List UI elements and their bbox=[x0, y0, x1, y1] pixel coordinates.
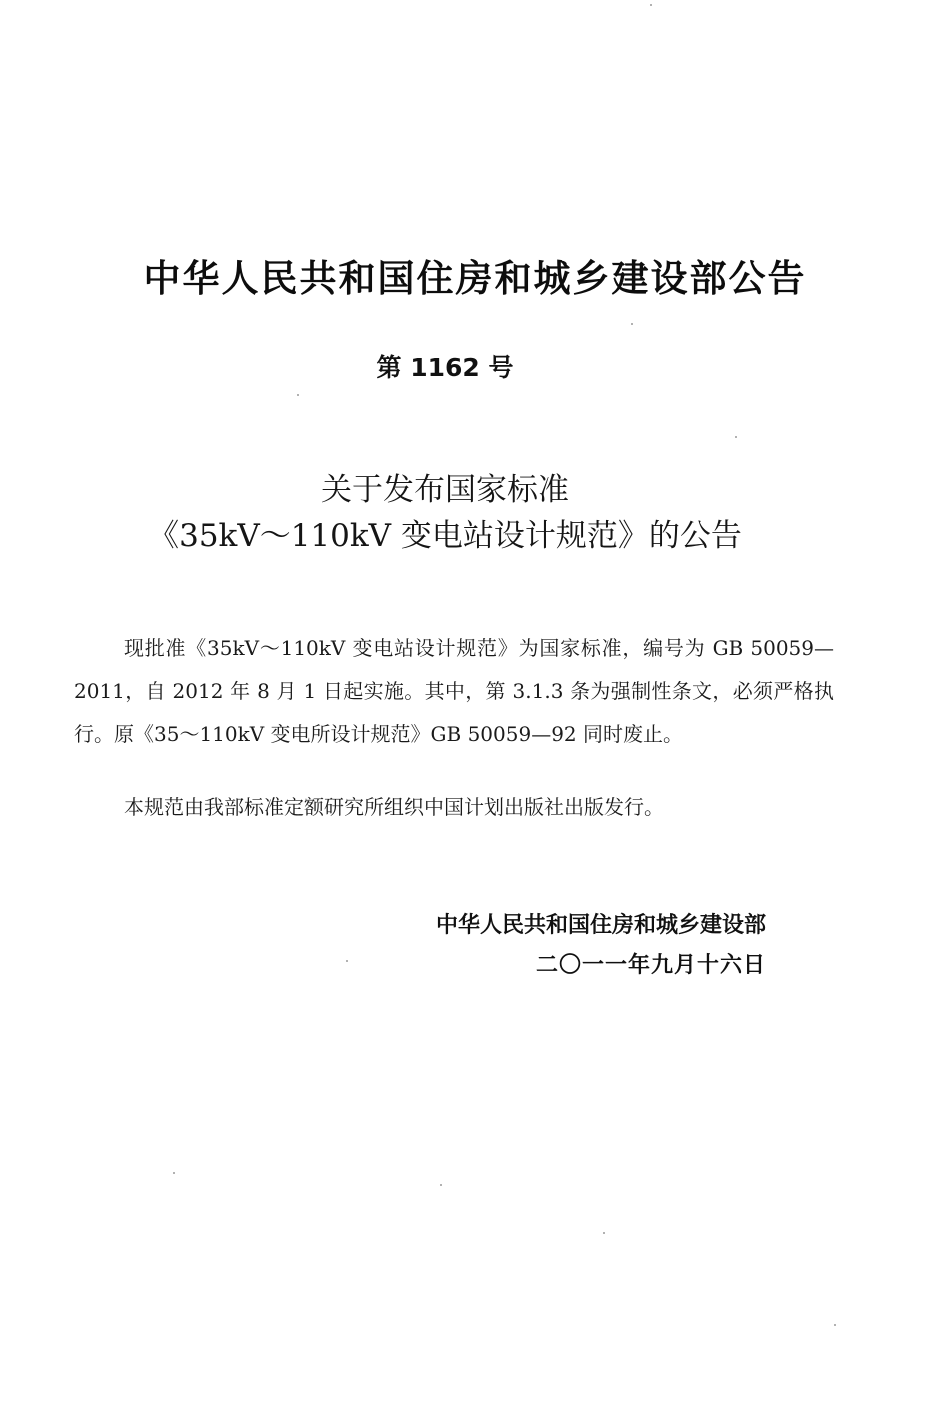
announcement-subtitle-line2: 《35kV～110kV 变电站设计规范》的公告 bbox=[148, 518, 742, 554]
scan-speck bbox=[834, 1324, 836, 1326]
scan-speck bbox=[297, 394, 299, 396]
announcement-subtitle-line1: 关于发布国家标准 bbox=[321, 472, 569, 508]
signature-organization: 中华人民共和国住房和城乡建设部 bbox=[435, 913, 766, 938]
scan-speck bbox=[603, 1232, 605, 1234]
scan-speck bbox=[631, 323, 633, 325]
scan-speck bbox=[440, 1184, 442, 1186]
signature-date: 二〇一一年九月十六日 bbox=[535, 953, 766, 978]
announcement-number: 第 1162 号 bbox=[376, 353, 514, 382]
body-paragraph-2-block bbox=[74, 786, 834, 829]
scan-speck bbox=[650, 4, 652, 6]
body-paragraph-2: 本规范由我部标准定额研究所组织中国计划出版社出版发行。 bbox=[124, 795, 664, 819]
scan-speck bbox=[735, 436, 737, 438]
scan-speck bbox=[346, 960, 348, 962]
ministry-announcement-title: 中华人民共和国住房和城乡建设部公告 bbox=[143, 257, 807, 300]
body-paragraph-1-block bbox=[74, 627, 834, 756]
body-paragraph-1: 现批准《35kV～110kV 变电站设计规范》为国家标准，编号为 GB 50059—2011，自 2012 年 8 月 1 日起实施。其中，第 3.1.3 条为强制性条文，必须严格执行。原《35～110kV 变电所设计规范》GB 50059—92 同时废止。 bbox=[74, 636, 834, 746]
scan-speck bbox=[173, 1172, 175, 1174]
